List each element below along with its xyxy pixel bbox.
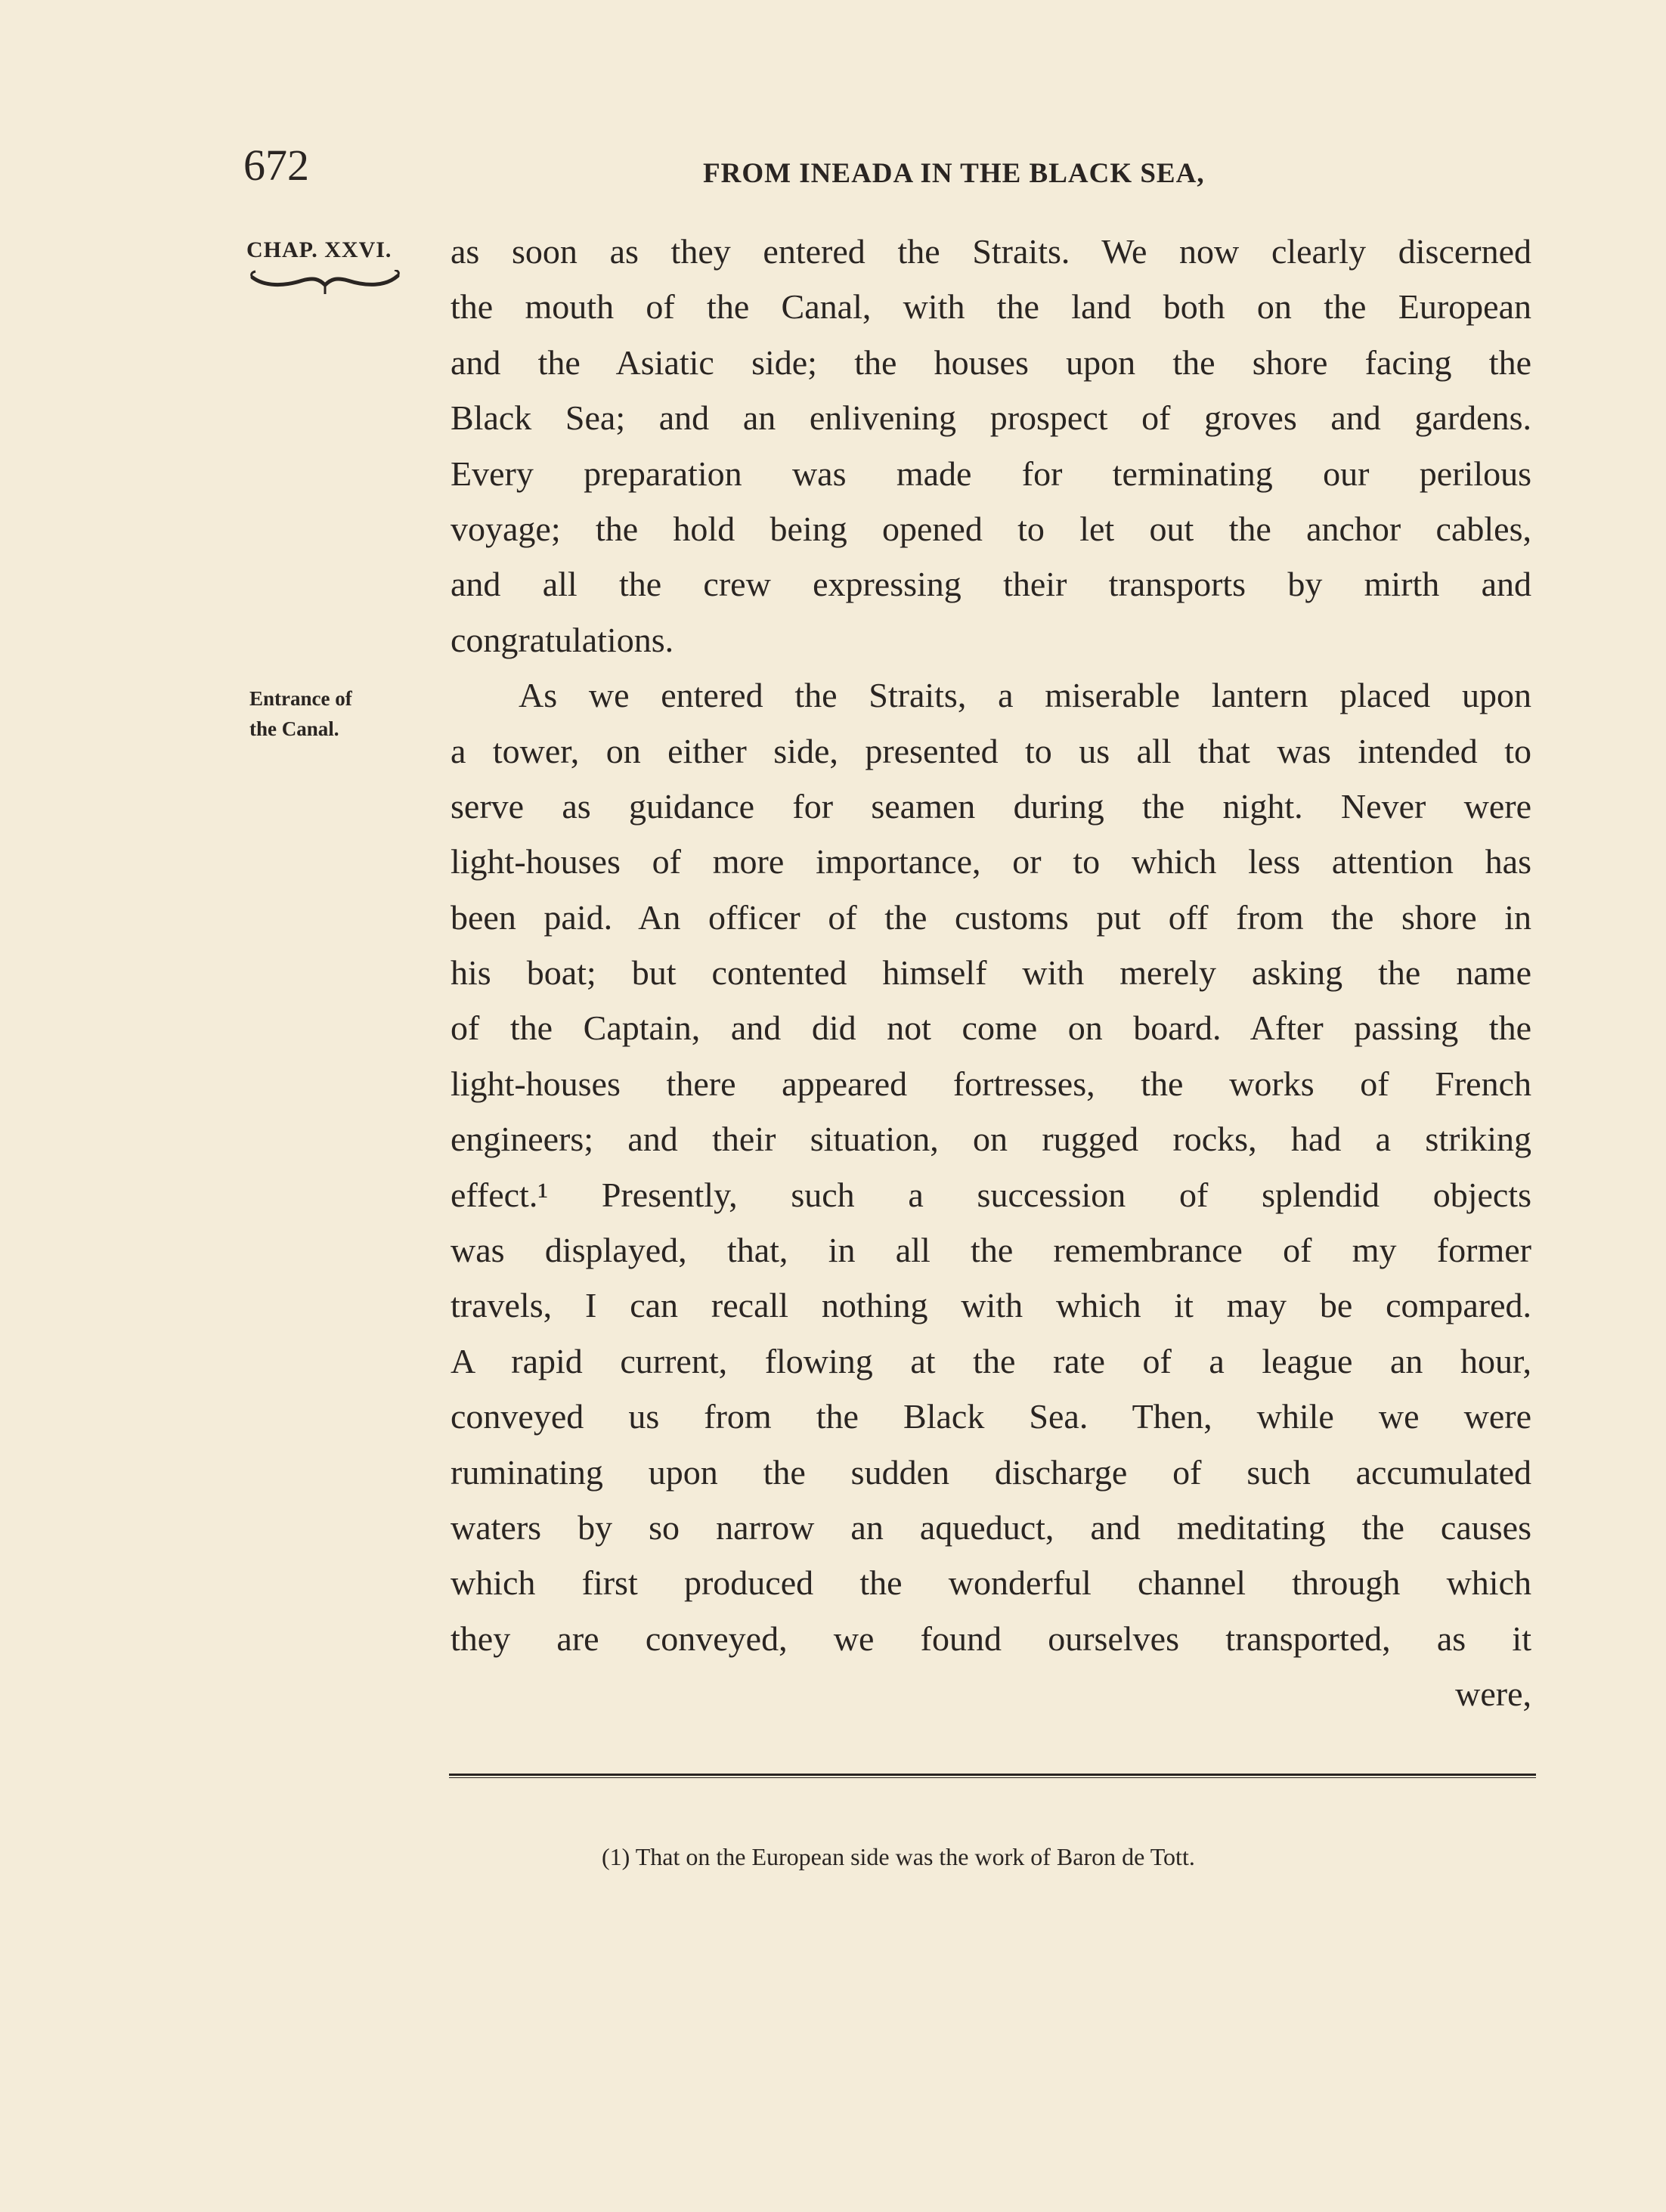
text-line: As we entered the Straits, a miserable lantern placed upon: [519, 676, 1531, 715]
text-line: waters by so narrow an aqueduct, and meditating the causes: [451, 1507, 1531, 1547]
text-line: was displayed, that, in all the remembrance of my former: [451, 1231, 1531, 1270]
text-line: conveyed us from the Black Sea. Then, while we were: [451, 1397, 1531, 1436]
running-title: FROM INEADA IN THE BLACK SEA,: [703, 158, 1205, 189]
text-line: travels, I can recall nothing with which it may be compared.: [451, 1286, 1531, 1325]
catchword: were,: [1455, 1674, 1531, 1714]
text-line: which first produced the wonderful channel through which: [451, 1563, 1531, 1603]
margin-note-line: the Canal.: [249, 717, 339, 740]
footnote: (1) That on the European side was the work of Baron de Tott.: [602, 1843, 1195, 1870]
text-line: Black Sea; and an enlivening prospect of groves and gardens.: [451, 398, 1531, 438]
text-line: and all the crew expressing their transports by mirth and: [451, 565, 1531, 604]
text-line: congratulations.: [451, 620, 674, 659]
text-line: been paid. An officer of the customs put off from the shore in: [451, 897, 1531, 937]
text-line: they are conveyed, we found ourselves transported, as it: [451, 1619, 1531, 1658]
chapter-label: CHAP. XXVI.: [246, 237, 392, 262]
text-line: voyage; the hold being opened to let out the anchor cables,: [451, 509, 1531, 548]
text-line: ruminating upon the sudden discharge of such accumulated: [451, 1452, 1531, 1492]
main-text: [451, 224, 1531, 1722]
text-line: his boat; but contented himself with merely asking the name: [451, 953, 1531, 993]
margin-note: [249, 683, 352, 744]
footnote-rule: [449, 1774, 1536, 1778]
text-line: A rapid current, flowing at the rate of a league an hour,: [451, 1341, 1531, 1380]
text-line: Every preparation was made for terminating our perilous: [451, 454, 1531, 493]
flourish-ornament-icon: [249, 270, 401, 300]
page-number: 672: [243, 141, 309, 190]
margin-note-line: Entrance of: [249, 687, 352, 710]
text-line: light-houses there appeared fortresses, the works of French: [451, 1064, 1531, 1103]
text-line: the mouth of the Canal, with the land both on the European: [451, 287, 1531, 327]
text-line: effect.¹ Presently, such a succession of splendid objects: [451, 1175, 1531, 1214]
text-line: as soon as they entered the Straits. We now clearly discerned: [451, 232, 1531, 271]
text-line: serve as guidance for seamen during the night. Never were: [451, 786, 1531, 826]
text-line: a tower, on either side, presented to us all that was intended to: [451, 731, 1531, 770]
text-line: light-houses of more importance, or to which less attention has: [451, 842, 1531, 881]
text-line: and the Asiatic side; the houses upon the shore facing the: [451, 342, 1531, 382]
text-line: engineers; and their situation, on rugged rocks, had a striking: [451, 1120, 1531, 1159]
text-line: of the Captain, and did not come on board. After passing the: [451, 1008, 1531, 1048]
